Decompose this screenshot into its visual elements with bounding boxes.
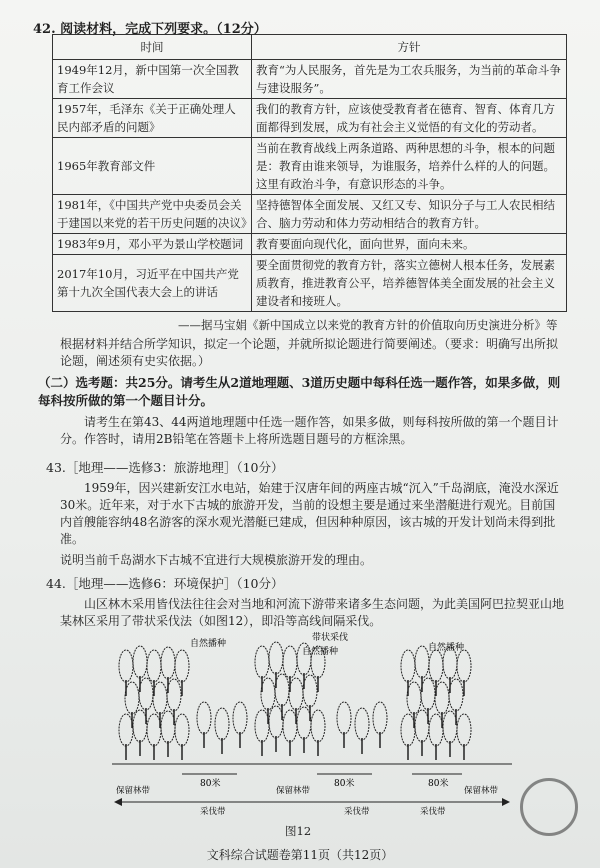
label-natural-2: 自然播种 (302, 647, 339, 657)
label-keep-3: 保留林带 (464, 786, 499, 796)
history-table (52, 34, 567, 312)
label-keep-1: 保留林带 (116, 786, 151, 796)
seal-logo (520, 778, 578, 836)
cell-time: 1957年，毛泽东《关于正确处理人民内部矛盾的问题》 (53, 99, 252, 138)
cell-time: 1981年，《中国共产党中央委员会关于建国以来党的若干历史问题的决议》 (53, 195, 252, 234)
label-strip: 带状采伐 (312, 633, 349, 643)
table-row (53, 138, 567, 195)
cell-time: 2017年10月，习近平在中国共产党第十九次全国代表大会上的讲话 (53, 255, 252, 312)
table-row (53, 234, 567, 255)
cut-strip-1 (197, 702, 247, 754)
q43-body: 1959年，因兴建新安江水电站，始建于汉唐年间的两座古城“沉入”千岛湖底，淹没水深近30米。近年来，对于水下古城的旅游开发，当前的设想主要是通过来坐潜艇进行观光。目前国内首艘能容纳48名游客的深水观光潜艇已建成，但因种种原因，该古城的开发计划尚未得到批准。 (60, 481, 559, 546)
cell-time: 1965年教育部文件 (53, 138, 252, 195)
cell-policy: 教育“为人民服务，首先是为工农兵服务，为当前的革命斗争与建设服务”。 (252, 60, 567, 99)
section2-title: （二）选考题：共25分。请考生从2道地理题、3道历史题中每科任选一题作答，如果多做，则每科按所做的第一个题目计分。 (38, 375, 561, 408)
section2-note: 请考生在第43、44两道地理题中任选一题作答，如果多做，则每科按所做的第一个题目计分。作答时，请用2B铅笔在答题卡上将所选题目题号的方框涂黑。 (60, 415, 559, 446)
q42-source: ——据马宝娟《新中国成立以来党的教育方针的价值取向历史演进分析》等 (178, 318, 558, 332)
cell-policy: 要全面贯彻党的教育方针，落实立德树人根本任务，发展素质教育，推进教育公平，培养德智体美全面发展的社会主义建设者和接班人。 (252, 255, 567, 312)
table-row (53, 255, 567, 312)
q42-requirement: 根据材料并结合所学知识，拟定一个论题，并就所拟论题进行简要阐述。（要求：明确写出所拟论题，阐述须有史实依据。） (60, 337, 559, 368)
cell-policy: 我们的教育方针，应该使受教育者在德育、智育、体育几方面都得到发展，成为有社会主义觉悟的有文化的劳动者。 (252, 99, 567, 138)
q44-head: 44.［地理——选修6：环境保护］（10分） (46, 576, 284, 591)
figure-caption: 图12 (285, 824, 312, 838)
label-80m-1: 80米 (200, 779, 221, 789)
label-80m-2: 80米 (334, 779, 355, 789)
header-time: 时间 (53, 35, 252, 60)
table-row (53, 60, 567, 99)
cut-strip-2 (337, 702, 387, 754)
kept-forest-1 (119, 646, 189, 760)
table-row (53, 195, 567, 234)
kept-forest-3 (401, 646, 471, 760)
label-keep-2: 保留林带 (276, 786, 311, 796)
q42-title: 42. 阅读材料，完成下列要求。（12分） (33, 22, 267, 37)
header-policy: 方针 (252, 35, 567, 60)
label-80m-3: 80米 (428, 779, 449, 789)
label-cut-3: 采伐带 (420, 807, 446, 817)
q44-body: 山区林木采用皆伐法往往会对当地和河流下游带来诸多生态问题，为此美国阿巴拉契亚山地某林区采用了带状采伐法（如图12），即沿等高线间隔采伐。 (60, 597, 565, 628)
label-cut-2: 采伐带 (344, 807, 370, 817)
cell-time: 1983年9月，邓小平为景山学校题词 (53, 234, 252, 255)
cell-policy: 坚持德智体全面发展、又红又专、知识分子与工人农民相结合、脑力劳动和体力劳动相结合的教育方针。 (252, 195, 567, 234)
strip-cutting-diagram (112, 628, 512, 818)
cell-time: 1949年12月，新中国第一次全国教育工作会议 (53, 60, 252, 99)
q43-head: 43.［地理——选修3：旅游地理］（10分） (46, 460, 284, 475)
label-natural-3: 自然播种 (428, 643, 465, 653)
label-natural-1: 自然播种 (190, 639, 227, 649)
cell-policy: 教育要面向现代化，面向世界，面向未来。 (252, 234, 567, 255)
page-footer: 文科综合试题卷第11页（共12页） (206, 848, 394, 862)
kept-forest-2 (255, 642, 325, 756)
label-cut-1: 采伐带 (200, 807, 226, 817)
cell-policy: 当前在教育战线上两条道路、两种思想的斗争，根本的问题是：教育由谁来领导，为谁服务，培养什么样的人的问题。这里有政治斗争，有意识形态的斗争。 (252, 138, 567, 195)
q43-ask: 说明当前千岛湖水下古城不宜进行大规模旅游开发的理由。 (60, 553, 373, 567)
table-row (53, 99, 567, 138)
